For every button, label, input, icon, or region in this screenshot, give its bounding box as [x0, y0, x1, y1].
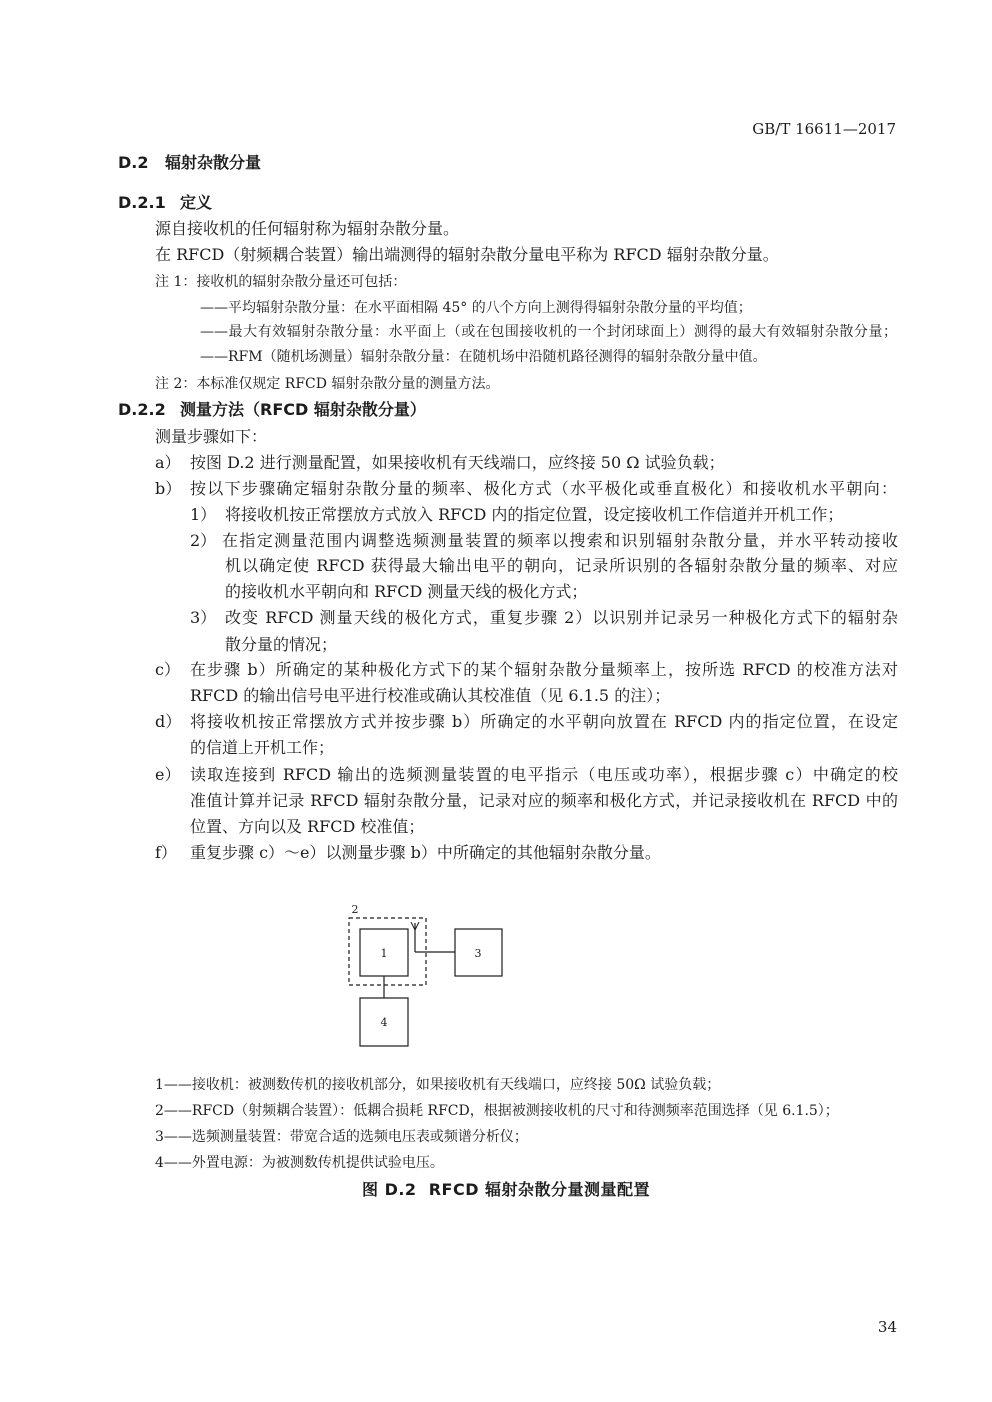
step-f-label: f） — [155, 843, 177, 862]
note-1-item: ——最大有效辐射杂散分量：水平面上（或在包围接收机的一个封闭球面上）测得的最大有效辐射杂散分量； — [200, 324, 897, 340]
meter-label: 3 — [474, 947, 482, 960]
subsection-definition-title: 定义 — [180, 193, 213, 212]
method-intro: 测量步骤如下： — [155, 427, 268, 446]
figure-legend-item: 4——外置电源：为被测数传机提供试验电压。 — [155, 1155, 444, 1171]
note-1-item: ——RFM（随机场测量）辐射杂散分量：在随机场中沿随机路径测得的辐射杂散分量中值。 — [200, 349, 767, 365]
note-2: 注 2：本标准仅规定 RFCD 辐射杂散分量的测量方法。 — [155, 376, 500, 392]
step-b-text: 按以下步骤确定辐射杂散分量的频率、极化方式（水平极化或垂直极化）和接收机水平朝向： — [190, 479, 897, 498]
substep-2-text: 机以确定使 RFCD 获得最大输出电平的朝向，记录所识别的各辐射杂散分量的频率、对应 — [225, 556, 898, 575]
step-d-text: 的信道上开机工作； — [190, 738, 335, 757]
substep-2-text: 在指定测量范围内调整选频测量装置的频率以搜索和识别辐射杂散分量，并水平转动接收 — [222, 531, 898, 550]
step-c-text: 在步骤 b）所确定的某种极化方式下的某个辐射杂散分量频率上，按所选 RFCD 的校准方法对 — [190, 660, 898, 679]
page-number: 34 — [877, 1318, 897, 1336]
step-e-text: 准值计算并记录 RFCD 辐射杂散分量，记录对应的频率和极化方式，并记录接收机在 RFCD 中的 — [190, 791, 898, 810]
note-1: 注 1：接收机的辐射杂散分量还可包括： — [155, 274, 407, 290]
antenna-left-arm — [411, 922, 415, 930]
measurement-setup-diagram — [340, 895, 515, 1055]
antenna-right-arm — [415, 922, 419, 930]
note-1-item: ——平均辐射杂散分量：在水平面相隔 45° 的八个方向上测得得辐射杂散分量的平均值； — [200, 300, 752, 316]
step-f-text: 重复步骤 c）～e）以测量步骤 b）中所确定的其他辐射杂散分量。 — [190, 843, 661, 862]
receiver-label: 1 — [380, 947, 388, 960]
step-e-label: e） — [155, 765, 181, 784]
step-e-text: 读取连接到 RFCD 输出的选频测量装置的电平指示（电压或功率），根据步骤 c）中确定的校 — [190, 765, 898, 784]
section-title: 辐射杂散分量 — [165, 153, 262, 172]
definition-paragraph: 在 RFCD（射频耦合装置）输出端测得的辐射杂散分量电平称为 RFCD 辐射杂散分量。 — [155, 245, 779, 264]
substep-1-text: 将接收机按正常摆放方式放入 RFCD 内的指定位置，设定接收机工作信道并开机工作； — [225, 505, 844, 524]
figure-legend-item: 1——接收机：被测数传机的接收机部分，如果接收机有天线端口，应终接 50Ω 试验负载； — [155, 1077, 721, 1093]
step-a-label: a） — [155, 453, 181, 472]
rfcd-label: 2 — [351, 903, 359, 916]
figure-caption: 图 D.2 RFCD 辐射杂散分量测量配置 — [362, 1180, 651, 1199]
definition-paragraph: 源自接收机的任何辐射称为辐射杂散分量。 — [155, 219, 460, 238]
power-supply-label: 4 — [380, 1016, 388, 1029]
step-d-text: 将接收机按正常摆放方式并按步骤 b）所确定的水平朝向放置在 RFCD 内的指定位置，在设定 — [190, 712, 898, 731]
step-b-label: b） — [155, 479, 182, 498]
step-a-text: 按图 D.2 进行测量配置，如果接收机有天线端口，应终接 50 Ω 试验负载； — [190, 453, 725, 472]
substep-1-label: 1） — [190, 505, 217, 524]
substep-3-text: 改变 RFCD 测量天线的极化方式，重复步骤 2）以识别并记录另一种极化方式下的辐射杂 — [225, 608, 898, 627]
substep-2-label: 2） — [190, 531, 217, 550]
step-c-label: c） — [155, 660, 180, 679]
standard-number-header: GB/T 16611—2017 — [752, 120, 896, 138]
subsection-definition-number: D.2.1 — [118, 193, 166, 212]
substep-3-label: 3） — [190, 608, 217, 627]
step-d-label: d） — [155, 712, 182, 731]
substep-3-text: 散分量的情况； — [225, 635, 338, 654]
subsection-method-number: D.2.2 — [118, 400, 166, 419]
step-c-text: RFCD 的输出信号电平进行校准或确认其校准值（见 6.1.5 的注）； — [190, 686, 671, 705]
figure-legend-item: 3——选频测量装置：带宽合适的选频电压表或频谱分析仪； — [155, 1129, 528, 1145]
substep-2-text: 的接收机水平朝向和 RFCD 测量天线的极化方式； — [225, 582, 588, 601]
subsection-method-title: 测量方法（RFCD 辐射杂散分量） — [180, 400, 426, 419]
figure-legend-item: 2——RFCD（射频耦合装置）：低耦合损耗 RFCD，根据被测接收机的尺寸和待测频率范围选择（见 6.1.5）； — [155, 1103, 839, 1119]
section-number: D.2 — [118, 153, 149, 172]
step-e-text: 位置、方向以及 RFCD 校准值； — [190, 817, 425, 836]
